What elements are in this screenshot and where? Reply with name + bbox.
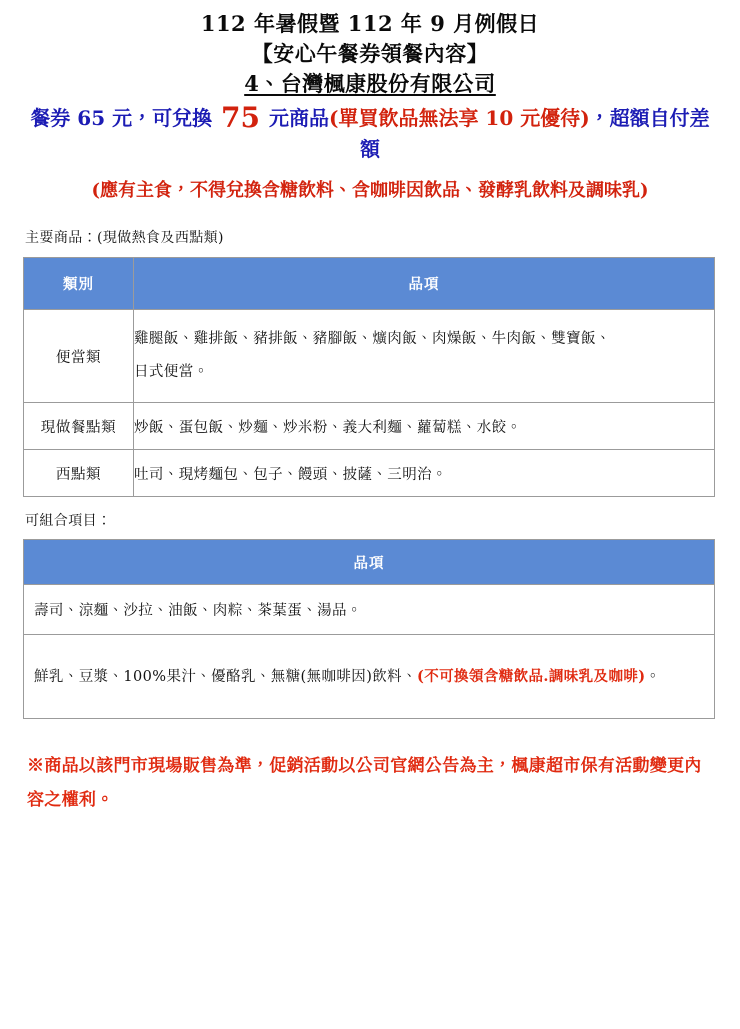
headline-part3: ，超額自付差額: [360, 106, 710, 161]
title-line-program: 【安心午餐券領餐內容】: [251, 41, 489, 66]
header-items: 品項: [24, 540, 715, 585]
cell-items: [134, 310, 715, 403]
title-line-period: 112 年暑假暨 112 年 9 月例假日: [200, 11, 540, 36]
footer-disclaimer: ※商品以該門市現場販售為準，促銷活動以公司官網公告為主，楓康超市保有活動變更內容之權利。: [27, 756, 702, 810]
cell-category: 現做餐點類: [24, 403, 134, 450]
table-row: [24, 635, 715, 719]
header-items: 品項: [134, 258, 715, 310]
table-row: [24, 585, 715, 635]
table-header-row: [24, 258, 715, 310]
table-row: [24, 403, 715, 450]
table-row: [24, 450, 715, 497]
items-line: 雞腿飯、雞排飯、豬排飯、豬腳飯、爌肉飯、肉燥飯、牛肉飯、雙寶飯、: [134, 331, 611, 347]
combo-items-tail: 。: [645, 668, 661, 685]
combo-items-text: 鮮乳、豆漿、100%果汁、優酪乳、無糖(無咖啡因)飲料、: [34, 668, 417, 685]
title-line-company: 4、台灣楓康股份有限公司: [244, 71, 496, 96]
headline-paren-note: (單買飲品無法享 10 元優待): [328, 106, 590, 130]
voucher-headline: [0, 103, 740, 165]
cell-category: 便當類: [24, 310, 134, 403]
restriction-subnote: (應有主食，不得兌換含糖飲料、含咖啡因飲品、發酵乳飲料及調味乳): [91, 180, 649, 201]
combo-items-table: [23, 539, 715, 719]
header-category: 類別: [24, 258, 134, 310]
table-header-row: [24, 540, 715, 585]
cell-items: [24, 635, 715, 719]
cell-items: 吐司、現烤麵包、包子、饅頭、披薩、三明治。: [134, 450, 715, 497]
headline-part1: 餐券 65 元，可兌換: [30, 106, 220, 130]
combo-red-restriction: (不可換領含糖飲品.調味乳及咖啡): [416, 667, 646, 685]
cell-category: 西點類: [24, 450, 134, 497]
main-products-table: [23, 257, 715, 497]
main-section-caption: 主要商品：(現做熱食及西點類): [25, 230, 224, 246]
combo-section-caption: 可組合項目：: [25, 513, 112, 529]
table-row: [24, 310, 715, 403]
title-block: [0, 0, 740, 99]
items-line: 日式便當。: [134, 364, 209, 380]
cell-items: 壽司、涼麵、沙拉、油飯、肉粽、茶葉蛋、湯品。: [24, 585, 715, 635]
cell-items: 炒飯、蛋包飯、炒麵、炒米粉、義大利麵、蘿蔔糕、水餃。: [134, 403, 715, 450]
headline-part2: 元商品: [262, 106, 329, 130]
headline-amount: 75: [221, 101, 261, 134]
